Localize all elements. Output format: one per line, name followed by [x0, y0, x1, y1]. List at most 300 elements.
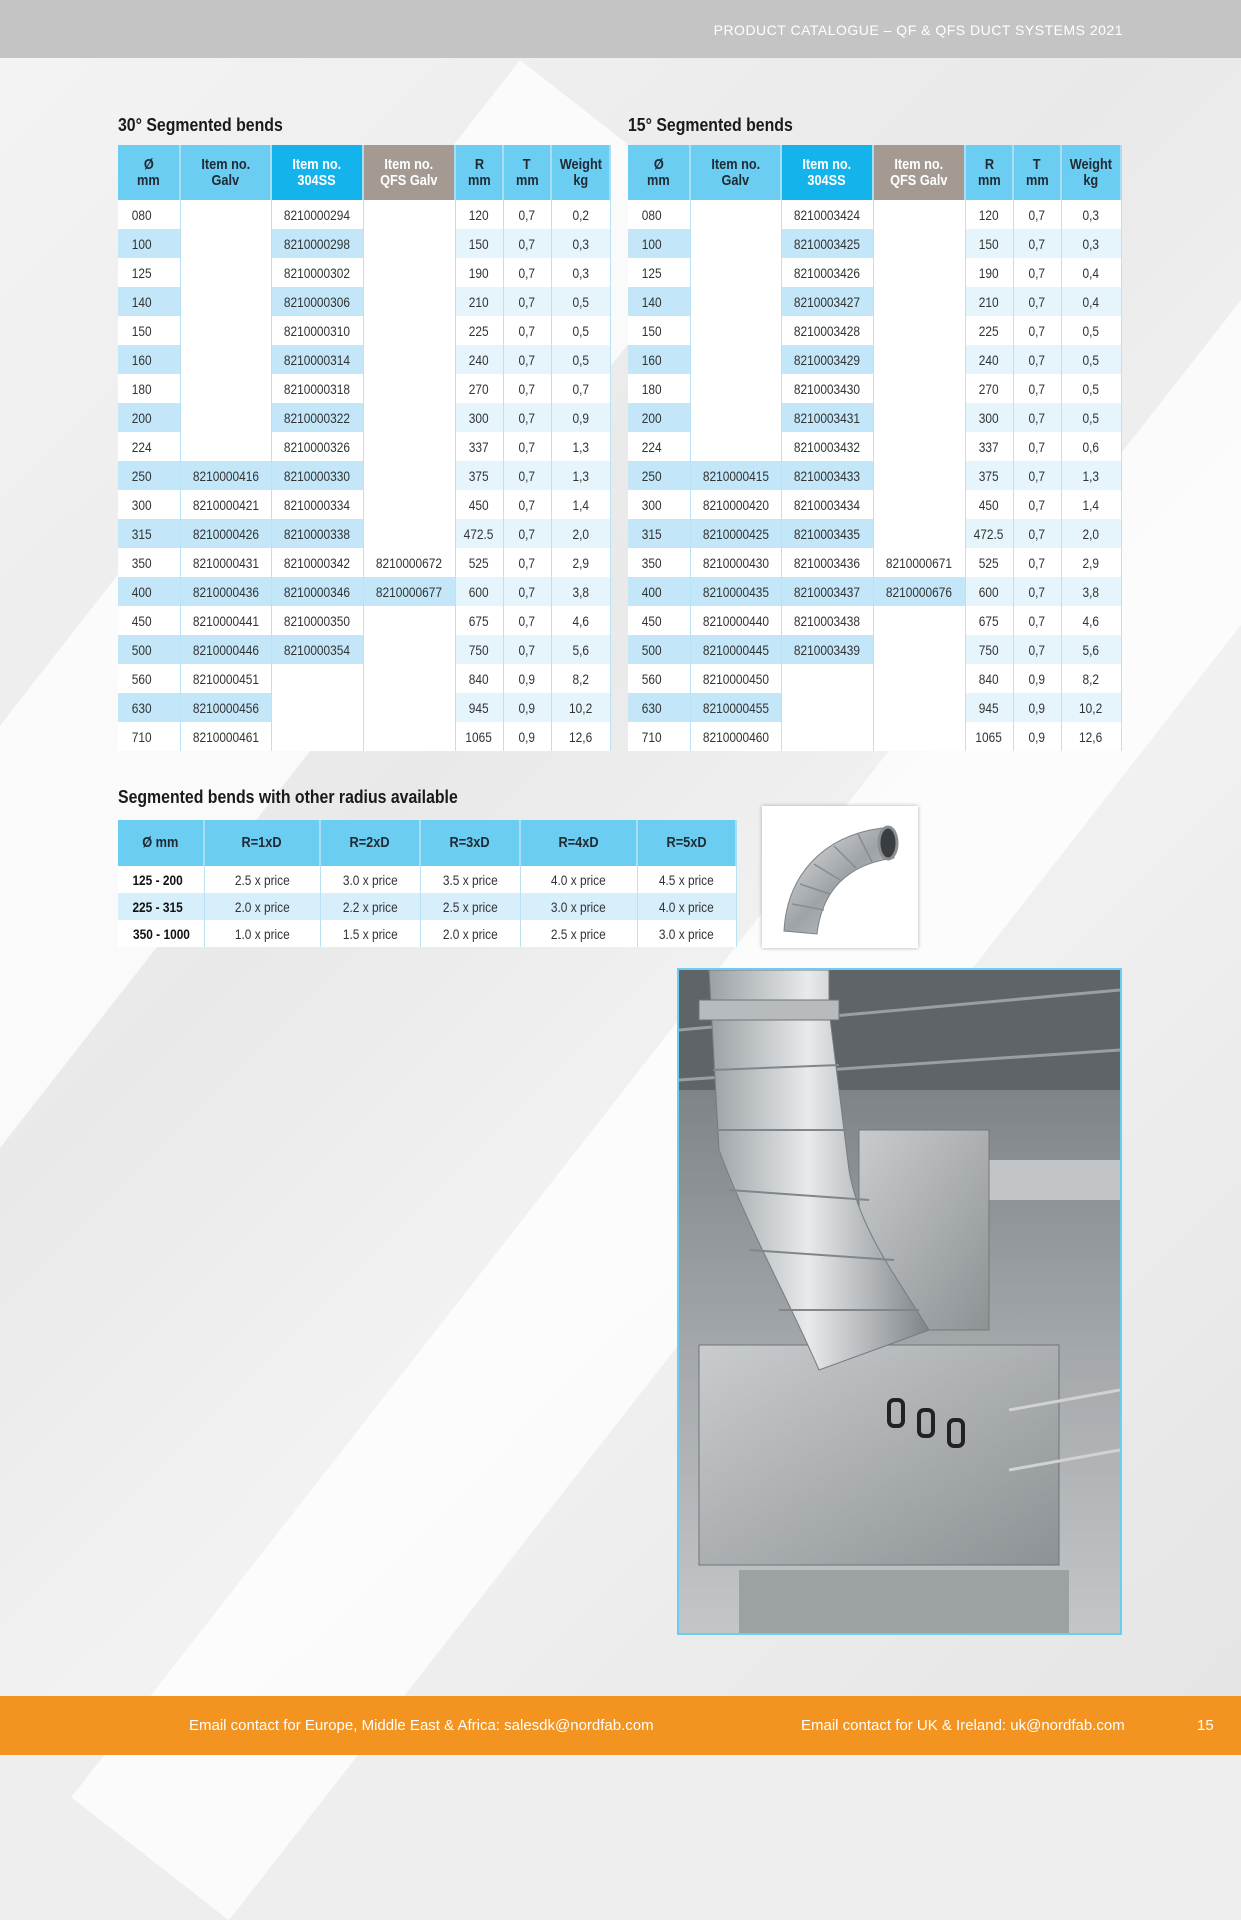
table-cell [628, 722, 690, 751]
cell-value: 8210000455 [702, 699, 769, 716]
table-cell [965, 722, 1013, 751]
table-cell [118, 635, 180, 664]
table-cell [455, 548, 503, 577]
table-cell [180, 374, 271, 403]
cell-value: 8210000676 [885, 583, 953, 600]
table-cell [363, 606, 455, 635]
table-cell [1013, 200, 1061, 229]
table-cell [551, 722, 610, 751]
cell-value: 8210000314 [283, 351, 351, 368]
table-row [628, 200, 1121, 229]
table-cell [363, 229, 455, 258]
table-row [118, 722, 610, 751]
header-line: Ø [143, 155, 154, 173]
table-cell [781, 432, 873, 461]
cell-value: 3.5 x price [442, 871, 498, 888]
cell-value: 2,0 [1082, 525, 1100, 542]
cell-value: 8210003426 [793, 264, 861, 281]
cell-value: 8210000671 [885, 554, 953, 571]
table-cell [118, 577, 180, 606]
table-cell [965, 577, 1013, 606]
cell-value: 8210003431 [793, 409, 861, 426]
table-row [628, 403, 1121, 432]
header-line: QFS Galv [890, 171, 948, 189]
cell-value: 8210000322 [283, 409, 351, 426]
table-cell [965, 374, 1013, 403]
cell-value: 8210000421 [192, 496, 259, 513]
table-cell [873, 722, 965, 751]
table-cell [781, 345, 873, 374]
table-cell [781, 722, 873, 751]
column-header [180, 145, 271, 200]
table-cell [781, 200, 873, 229]
cell-value: 8210003434 [793, 496, 861, 513]
cell-value: 0,7 [1028, 351, 1046, 368]
cell-value: 5,6 [572, 641, 589, 658]
cell-value: 1,3 [572, 438, 589, 455]
cell-value: 8210000460 [702, 728, 769, 745]
cell-value: 8210003424 [793, 206, 861, 223]
table-cell [520, 893, 637, 920]
table-cell [503, 287, 551, 316]
header-line: mm [137, 171, 160, 189]
table-cell [690, 229, 781, 258]
table-cell [180, 519, 271, 548]
table-cell [965, 287, 1013, 316]
cell-value: 945 [979, 699, 999, 716]
table-cell [781, 374, 873, 403]
table-cell [628, 200, 690, 229]
cell-value: 10,2 [568, 699, 593, 716]
table-cell [1061, 229, 1121, 258]
cell-value: 140 [131, 293, 152, 310]
cell-value: 0,7 [1028, 583, 1046, 600]
cell-value: 270 [469, 380, 489, 397]
header-text: R=2xD [349, 834, 391, 851]
table-row [628, 606, 1121, 635]
table-cell [455, 664, 503, 693]
table-cell [363, 200, 455, 229]
table-cell [1013, 577, 1061, 606]
table-cell [873, 403, 965, 432]
cell-value: 8210000440 [702, 612, 769, 629]
table-cell [690, 693, 781, 722]
cell-value: 150 [469, 235, 489, 252]
cell-value: 0,5 [1082, 351, 1100, 368]
table-cell [628, 316, 690, 345]
cell-value: 1065 [465, 728, 493, 745]
bend-product-image [762, 806, 918, 948]
table-cell [363, 345, 455, 374]
cell-value: 4.0 x price [659, 898, 714, 915]
cell-value: 0,7 [1028, 380, 1046, 397]
table-cell [363, 403, 455, 432]
header-line: Weight [1069, 155, 1113, 173]
cell-value: 0,7 [1028, 264, 1046, 281]
table-cell [551, 316, 610, 345]
table-cell [690, 577, 781, 606]
cell-value: 8210003436 [793, 554, 861, 571]
table-cell [118, 693, 180, 722]
table-cell [180, 345, 271, 374]
cell-value: 8210000330 [283, 467, 351, 484]
cell-value: 0,7 [1028, 554, 1046, 571]
header-line: Item no. [292, 155, 342, 173]
table-cell [1061, 403, 1121, 432]
cell-value: 250 [641, 467, 662, 484]
cell-value: 750 [979, 641, 999, 658]
table-cell [965, 519, 1013, 548]
table-cell [1061, 722, 1121, 751]
table-row [118, 893, 736, 920]
cell-value: 8210000446 [192, 641, 259, 658]
cell-value: 350 [131, 554, 152, 571]
cell-value: 8210000342 [283, 554, 351, 571]
cell-value: 8210003425 [793, 235, 861, 252]
cell-value: 1.0 x price [234, 925, 290, 942]
header-line: Item no. [384, 155, 434, 173]
table-row [118, 490, 610, 519]
column-header [118, 820, 204, 866]
table-cell [271, 316, 363, 345]
column-header [628, 145, 690, 200]
cell-value: 300 [641, 496, 662, 513]
table-cell [628, 403, 690, 432]
cell-value: 0,7 [1028, 525, 1046, 542]
cell-value: 8210000451 [192, 670, 259, 687]
cell-value: 8210003433 [793, 467, 861, 484]
cell-value: 190 [979, 264, 999, 281]
table-row [118, 258, 610, 287]
table-cell [503, 722, 551, 751]
table-row [118, 693, 610, 722]
table-cell [873, 432, 965, 461]
cell-value: 0,3 [1082, 235, 1100, 252]
cell-value: 0,7 [518, 380, 536, 397]
header-line: Item no. [711, 155, 760, 173]
cell-value: 0,7 [518, 438, 536, 455]
table-cell [363, 548, 455, 577]
table-cell [455, 693, 503, 722]
cell-value: 8210000338 [283, 525, 351, 542]
cell-value: 1,4 [572, 496, 589, 513]
cell-value: 150 [979, 235, 999, 252]
table-cell [320, 866, 420, 893]
table-cell [118, 490, 180, 519]
table-row [118, 432, 610, 461]
table-cell [363, 635, 455, 664]
table-row [118, 664, 610, 693]
table-cell [180, 722, 271, 751]
table-cell [551, 693, 610, 722]
cell-value: 0,7 [518, 293, 536, 310]
column-header [1013, 145, 1061, 200]
cell-value: 225 [979, 322, 999, 339]
table-cell [628, 577, 690, 606]
table-cell [1061, 664, 1121, 693]
table-cell [455, 519, 503, 548]
table-cell [1061, 490, 1121, 519]
table-cell [551, 548, 610, 577]
cell-value: 337 [979, 438, 999, 455]
cell-value: 1.5 x price [342, 925, 398, 942]
table-cell [873, 461, 965, 490]
table-cell [781, 635, 873, 664]
cell-value: 0,7 [1028, 293, 1046, 310]
table-cell [1013, 635, 1061, 664]
table-cell [781, 287, 873, 316]
table-cell [1013, 461, 1061, 490]
table-cell [118, 200, 180, 229]
cell-value: 0,7 [518, 641, 536, 658]
table-cell [965, 664, 1013, 693]
table-cell [1061, 432, 1121, 461]
table-cell [118, 229, 180, 258]
page-number: 15 [1197, 1717, 1214, 1734]
cell-value: 675 [979, 612, 999, 629]
cell-value: 120 [979, 206, 999, 223]
table-cell [965, 345, 1013, 374]
table-cell [180, 229, 271, 258]
cell-value: 400 [641, 583, 662, 600]
table-cell [551, 403, 610, 432]
cell-value: 600 [469, 583, 489, 600]
table-cell [271, 432, 363, 461]
table-cell [1013, 432, 1061, 461]
table-cell [180, 258, 271, 287]
cell-value: 8,2 [1082, 670, 1100, 687]
cell-value: 500 [131, 641, 152, 658]
table-cell [690, 374, 781, 403]
table-cell [455, 432, 503, 461]
table-cell [965, 229, 1013, 258]
cell-value: 5,6 [1082, 641, 1100, 658]
cell-value: 2.2 x price [342, 898, 398, 915]
cell-value: 710 [641, 728, 662, 745]
cell-value: 240 [979, 351, 999, 368]
cell-value: 2,9 [1082, 554, 1100, 571]
table-row [118, 316, 610, 345]
table-cell [628, 490, 690, 519]
table-cell [1013, 345, 1061, 374]
table-cell [781, 548, 873, 577]
column-header [420, 820, 520, 866]
table-cell [503, 635, 551, 664]
header-line: 304SS [807, 171, 847, 189]
table-cell [628, 345, 690, 374]
header-row [118, 145, 610, 200]
table-cell [503, 606, 551, 635]
table-cell [180, 635, 271, 664]
header-text: R=4xD [558, 834, 599, 851]
table-cell [781, 577, 873, 606]
table-cell [690, 664, 781, 693]
cell-value: 3,8 [1082, 583, 1100, 600]
table-cell [690, 403, 781, 432]
header-text: R=5xD [666, 834, 707, 851]
cell-value: 840 [979, 670, 999, 687]
table-row [628, 258, 1121, 287]
table-cell [118, 432, 180, 461]
cell-value: 8210000334 [283, 496, 351, 513]
table-cell [1061, 200, 1121, 229]
table-row [118, 519, 610, 548]
table-cell [520, 866, 637, 893]
cell-value: 0,7 [1028, 206, 1046, 223]
table-row [118, 345, 610, 374]
table-cell [1061, 606, 1121, 635]
cell-value: 1,3 [1082, 467, 1100, 484]
cell-value: 525 [469, 554, 489, 571]
cell-value: 2.5 x price [442, 898, 498, 915]
table-cell [118, 866, 204, 893]
table-row [628, 635, 1121, 664]
cell-value: 0,7 [1028, 612, 1046, 629]
cell-value: 8210000354 [283, 641, 351, 658]
table-cell [180, 490, 271, 519]
table-cell [628, 519, 690, 548]
duct-system-photo [679, 970, 1120, 1633]
table-cell [628, 606, 690, 635]
table-cell [503, 664, 551, 693]
cell-value: 0,9 [518, 670, 536, 687]
cell-value: 3.0 x price [551, 898, 606, 915]
cell-value: 125 - 200 [132, 871, 183, 888]
header-line: Galv [211, 171, 240, 189]
table-cell [1061, 548, 1121, 577]
table-cell [551, 461, 610, 490]
cell-value: 3,8 [572, 583, 589, 600]
cell-value: 472.5 [464, 525, 494, 542]
cell-value: 180 [641, 380, 662, 397]
cell-value: 150 [131, 322, 152, 339]
cell-value: 0,5 [1082, 409, 1100, 426]
table-cell [873, 287, 965, 316]
table-cell [1013, 722, 1061, 751]
table-cell [455, 258, 503, 287]
table-cell [551, 664, 610, 693]
cell-value: 8210000425 [702, 525, 769, 542]
table-cell [363, 287, 455, 316]
table-row [118, 548, 610, 577]
cell-value: 0,9 [518, 728, 536, 745]
table-cell [628, 548, 690, 577]
table-cell [1061, 258, 1121, 287]
table-cell [271, 287, 363, 316]
table-cell [781, 403, 873, 432]
table-cell [965, 635, 1013, 664]
table-row [118, 287, 610, 316]
table-cell [873, 374, 965, 403]
table-cell [551, 635, 610, 664]
cell-value: 560 [641, 670, 662, 687]
header-line: T [1033, 155, 1041, 173]
cell-value: 0,7 [518, 264, 536, 281]
table-cell [690, 287, 781, 316]
cell-value: 3.0 x price [342, 871, 398, 888]
cell-value: 0,9 [1028, 670, 1046, 687]
table-cell [873, 345, 965, 374]
cell-value: 0,5 [572, 351, 589, 368]
table-cell [180, 693, 271, 722]
cell-value: 8210000294 [283, 206, 351, 223]
table-cell [551, 519, 610, 548]
table-row [118, 374, 610, 403]
table-cell [503, 461, 551, 490]
table-cell [1061, 345, 1121, 374]
table-cell [320, 920, 420, 947]
table-cell [1013, 258, 1061, 287]
table-cell [420, 920, 520, 947]
cell-value: 2,0 [572, 525, 589, 542]
cell-value: 3.0 x price [659, 925, 714, 942]
header-line: kg [573, 171, 588, 189]
cell-value: 0,3 [572, 235, 589, 252]
table-row [628, 519, 1121, 548]
table-row [628, 548, 1121, 577]
table-cell [363, 664, 455, 693]
header-line: mm [1025, 171, 1049, 189]
cell-value: 12,6 [568, 728, 593, 745]
cell-value: 080 [641, 206, 662, 223]
cell-value: 8210000450 [702, 670, 769, 687]
table-cell [455, 229, 503, 258]
table-cell [965, 548, 1013, 577]
table-cell [271, 606, 363, 635]
cell-value: 0,7 [1028, 438, 1046, 455]
cell-value: 8210000431 [192, 554, 259, 571]
cell-value: 8210000346 [283, 583, 351, 600]
table-cell [180, 287, 271, 316]
cell-value: 125 [641, 264, 662, 281]
cell-value: 0,7 [1028, 322, 1046, 339]
radius-table-title: Segmented bends with other radius available [118, 787, 458, 807]
table-row [628, 287, 1121, 316]
table-row [118, 866, 736, 893]
cell-value: 10,2 [1079, 699, 1103, 716]
cell-value: 400 [131, 583, 152, 600]
table-cell [1013, 316, 1061, 345]
table-cell [1061, 461, 1121, 490]
table-cell [690, 316, 781, 345]
column-header [363, 145, 455, 200]
table-cell [965, 316, 1013, 345]
cell-value: 315 [641, 525, 662, 542]
cell-value: 2.0 x price [234, 898, 290, 915]
table-cell [690, 345, 781, 374]
cell-value: 1,4 [1082, 496, 1100, 513]
table-cell [455, 316, 503, 345]
table-cell [551, 577, 610, 606]
column-header [204, 820, 320, 866]
cell-value: 350 - 1000 [133, 925, 190, 942]
cell-value: 160 [131, 351, 152, 368]
table-cell [520, 920, 637, 947]
cell-value: 8210000420 [702, 496, 769, 513]
table-cell [118, 287, 180, 316]
footer-emea-contact: Email contact for Europe, Middle East & Africa: salesdk@nordfab.com [189, 1717, 654, 1734]
table-cell [690, 606, 781, 635]
header-text: Ø mm [142, 834, 179, 851]
table-cell [503, 432, 551, 461]
table-cell [271, 548, 363, 577]
table-cell [1061, 577, 1121, 606]
table-cell [271, 519, 363, 548]
table-cell [363, 577, 455, 606]
table-cell [628, 635, 690, 664]
cell-value: 675 [469, 612, 489, 629]
column-header [118, 145, 180, 200]
